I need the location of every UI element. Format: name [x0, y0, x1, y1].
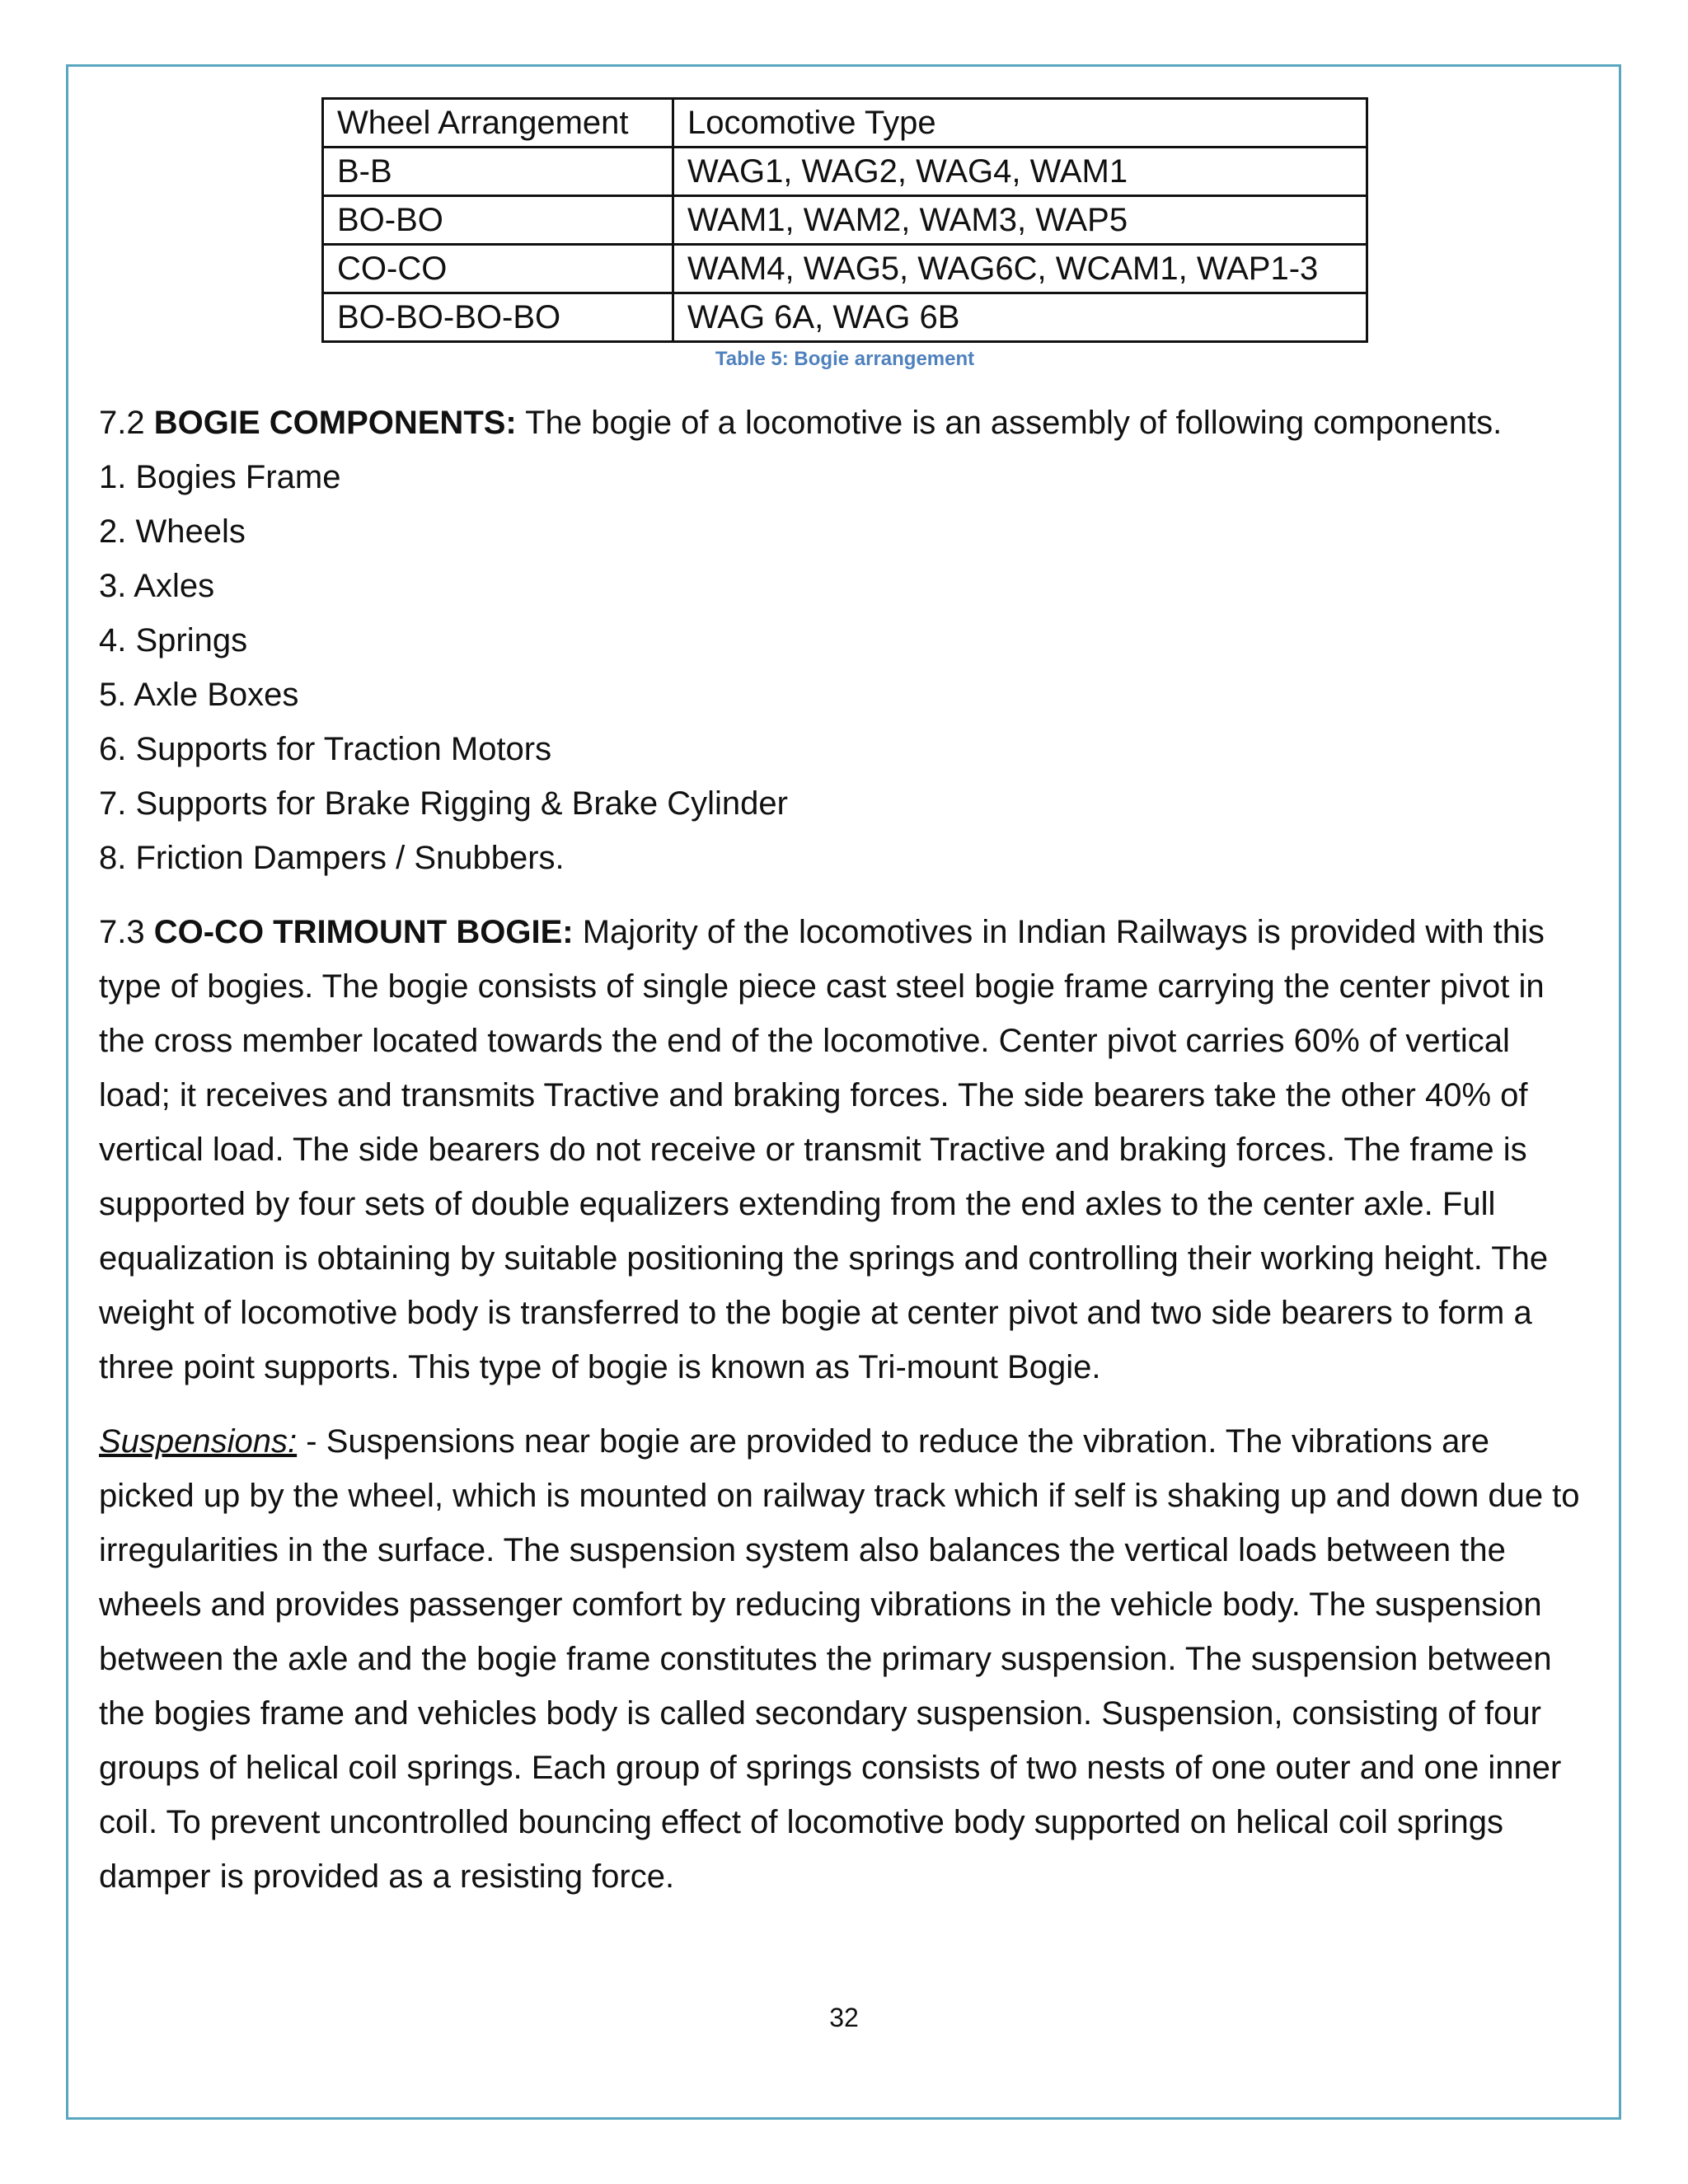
list-item: 2. Wheels — [99, 513, 246, 550]
section-body: Majority of the locomotives in Indian Railways is provided with this type of bogies. The bogie consists of single piece cast steel bogie frame carrying the center pivot in the cross member located towards the end of the locomotive. Center pivot carries 60% of vertical load; it receives and transmits Tractive and braking forces. The side bearers take the other 40% of vertical load. The side bearers do not receive or transmit Tractive and braking forces. The frame is supported by four sets of double equalizers extending from the end axles to the center axle. Full equalization is obtaining by suitable positioning the springs and controlling their working height. The weight of locomotive body is transferred to the bogie at center pivot and two side bearers to form a three point supports. This type of bogie is known as Tri-mount Bogie. — [99, 914, 1549, 1385]
section-number: 7.2 — [99, 405, 145, 441]
table-cell: WAM1, WAM2, WAM3, WAP5 — [673, 196, 1367, 245]
components-list — [99, 450, 1589, 885]
suspensions-label: Suspensions: — [99, 1423, 298, 1460]
table-cell: CO-CO — [323, 245, 673, 293]
table-cell: BO-BO-BO-BO — [323, 293, 673, 342]
list-item: 4. Springs — [99, 622, 248, 658]
section-number: 7.3 — [99, 914, 145, 950]
bogie-arrangement-table — [321, 97, 1368, 343]
table-row — [323, 245, 1367, 293]
table-cell: WAG1, WAG2, WAG4, WAM1 — [673, 148, 1367, 196]
list-item: 5. Axle Boxes — [99, 677, 299, 713]
page-content — [99, 97, 1589, 1904]
list-item: 3. Axles — [99, 568, 215, 604]
table-caption: Table 5: Bogie arrangement — [715, 348, 975, 370]
table-cell: B-B — [323, 148, 673, 196]
table-header-cell: Wheel Arrangement — [323, 99, 673, 148]
table-header-cell: Locomotive Type — [673, 99, 1367, 148]
table-cell: WAG 6A, WAG 6B — [673, 293, 1367, 342]
section-7-3-paragraph — [99, 905, 1589, 1394]
list-item: 6. Supports for Traction Motors — [99, 731, 552, 767]
table-row — [323, 196, 1367, 245]
list-item: 8. Friction Dampers / Snubbers. — [99, 840, 565, 876]
table-header-row — [323, 99, 1367, 148]
list-item: 7. Supports for Brake Rigging & Brake Cylinder — [99, 785, 788, 822]
section-7-2-heading — [99, 396, 1589, 450]
page-number: 32 — [829, 2003, 859, 2032]
table-row — [323, 293, 1367, 342]
table-cell: WAM4, WAG5, WAG6C, WCAM1, WAP1-3 — [673, 245, 1367, 293]
table-cell: BO-BO — [323, 196, 673, 245]
section-title: CO-CO TRIMOUNT BOGIE: — [153, 914, 574, 950]
suspensions-paragraph — [99, 1414, 1589, 1904]
section-title: BOGIE COMPONENTS: — [153, 405, 517, 441]
suspensions-body: - Suspensions near bogie are provided to reduce the vibration. The vibrations are picked up by the wheel, which is mounted on railway track which if self is shaking up and down due to irregularities in the surface. The suspension system also balances the vertical loads between the wheels and provides passenger comfort by reducing vibrations in the vehicle body. The suspension between the axle and the bogie frame constitutes the primary suspension. The suspension between the bogies frame and vehicles body is called secondary suspension. Suspension, consisting of four groups of helical coil springs. Each group of springs consists of two nests of one outer and one inner coil. To prevent uncontrolled bouncing effect of locomotive body supported on helical coil springs damper is provided as a resisting force. — [99, 1423, 1580, 1895]
table-row — [323, 148, 1367, 196]
section-intro: The bogie of a locomotive is an assembly of following components. — [525, 405, 1503, 441]
list-item: 1. Bogies Frame — [99, 459, 341, 495]
